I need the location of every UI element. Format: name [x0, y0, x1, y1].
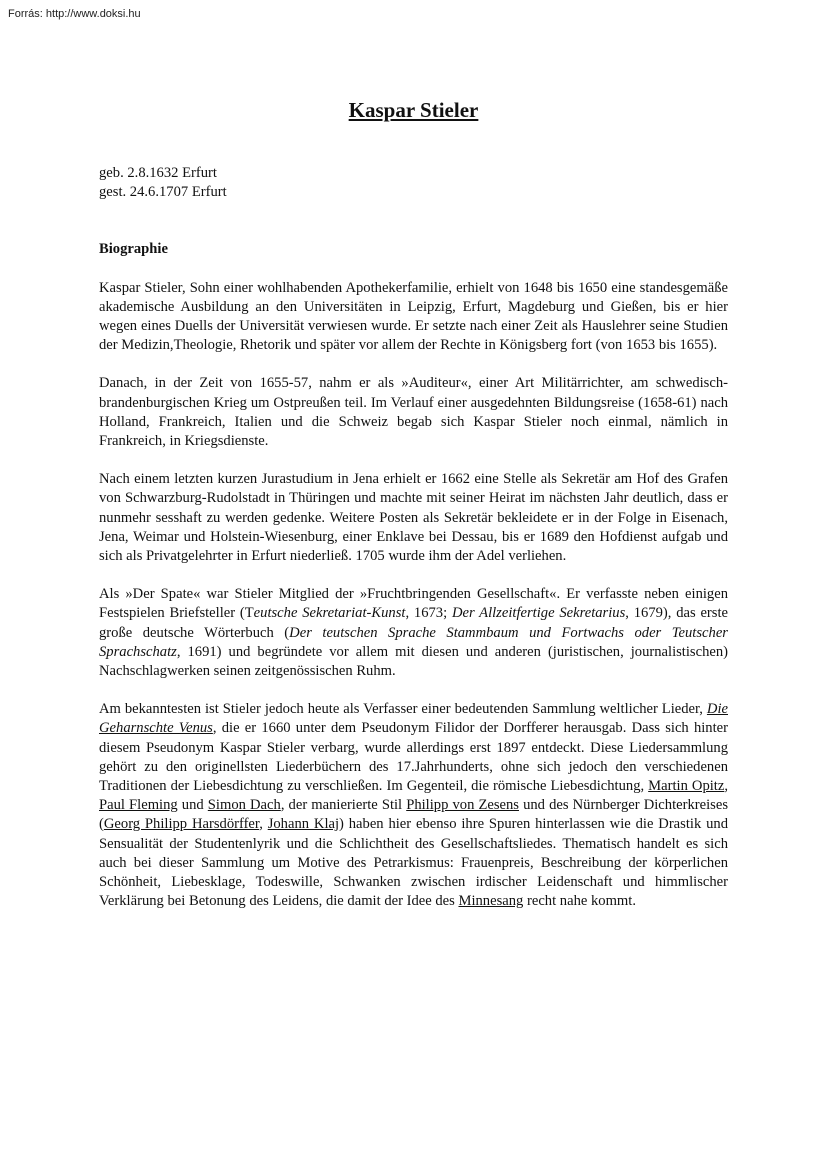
paragraph-5 — [99, 700, 728, 911]
paragraph-1: Kaspar Stieler, Sohn einer wohlhabenden Apothekerfamilie, erhielt von 1648 bis 1650 eine standesgemäße akademische Ausbildung an den Universitäten in Leipzig, Erfurt, Magdeburg und Gießen, bis er hier wegen eines Duells der Universität verwiesen wurde. Er setzte nach einer Zeit als Hauslehrer seine Studien der Medizin,Theologie, Rhetorik und später vor allem der Rechte in Königsberg fort (von 1653 bis 1655). — [99, 279, 728, 354]
link-johann-klaj[interactable]: Johann Klaj — [267, 816, 340, 833]
text: Am bekanntesten ist Stieler jedoch heute als Verfasser einer bedeutenden Sammlung weltlicher Lieder, — [99, 701, 707, 718]
birth-date: geb. 2.8.1632 Erfurt — [99, 165, 217, 181]
paragraph-4 — [99, 585, 728, 681]
text: , 1673; — [405, 605, 452, 622]
link-simon-dach[interactable]: Simon Dach — [207, 797, 281, 814]
page-title: Kaspar Stieler — [348, 98, 479, 122]
work-title: eutsche Sekretariat-Kunst — [253, 605, 406, 622]
life-dates — [99, 164, 728, 202]
link-minnesang[interactable]: Minnesang — [458, 893, 524, 910]
text: recht nahe kommt. — [523, 893, 636, 910]
work-title: Der teutschen Sprache Stammbaum und Fortwachs oder Teutscher Sprachschatz — [99, 624, 728, 660]
link-philipp-von-zesens[interactable]: Philipp von Zesens — [406, 797, 519, 814]
text: ) haben hier ebenso ihre Spuren hinterlassen wie die Drastik und Sensualität der Studentenlyrik und die Schlichtheit des Gesellschaftsliedes. Thematisch handelt es sich auch bei dieser Sammlung um Motive des Petrarkismus: Frauenpreis, Beschreibung der körperlichen Schönheit, Liebesklage, Todeswille, Schwanken zwischen irdischer Leidenschaft und himmlischer Verklärung bei Betonung des Leidens, die damit der Idee des — [99, 816, 728, 910]
link-paul-fleming[interactable]: Paul Fleming — [99, 797, 178, 814]
text: und des Nürnberger Dichterkreises ( — [99, 797, 728, 833]
paragraph-3: Nach einem letzten kurzen Jurastudium in Jena erhielt er 1662 eine Stelle als Sekretär am Hof des Grafen von Schwarzburg-Rudolstadt in Thüringen und machte mit seiner Heirat im nächsten Jahr deutlich, dass er nunmehr sesshaft zu werden gedenke. Weitere Posten als Sekretär bekleidete er in der Folge in Eisenach, Jena, Weimar und Holstein-Wiesenburg, einer Enklave bei Dessau, bis er 1689 den Hofdienst aufgab und sich als Privatgelehrter in Erfurt niederließ. 1705 wurde ihm der Adel verliehen. — [99, 471, 728, 565]
text: und — [177, 797, 208, 814]
text: , 1679), das erste große deutsche Wörterbuch ( — [99, 605, 729, 641]
text: Als »Der Spate« war Stieler Mitglied der »Fruchtbringenden Gesellschaft«. Er verfasste neben einigen Festspielen Briefsteller (T — [99, 586, 728, 622]
link-geharnschte-venus[interactable]: Die Geharnschte Venus — [99, 701, 728, 737]
text: , — [259, 816, 268, 833]
work-title: Der Allzeitfertige Sekretarius — [451, 605, 626, 622]
link-martin-opitz[interactable]: Martin Opitz — [648, 778, 725, 795]
paragraph-2: Danach, in der Zeit von 1655-57, nahm er als »Auditeur«, einer Art Militärrichter, am schwedisch-brandenburgischen Krieg um Ostpreußen teil. Im Verlauf einer ausgedehnten Bildungsreise (1658-61) nach Holland, Frankreich, Italien und die Schweiz begab sich Kaspar Stieler noch einmal, nämlich in Frankreich, in Kriegsdienste. — [99, 375, 728, 450]
source-url: Forrás: http://www.doksi.hu — [8, 8, 141, 20]
link-harsdoerffer[interactable]: Georg Philipp Harsdörffer — [103, 816, 260, 833]
death-date: gest. 24.6.1707 Erfurt — [99, 184, 227, 201]
text: , — [724, 778, 728, 795]
section-heading-biographie: Biographie — [99, 241, 168, 258]
text: , 1691) und begründete vor allem mit diesen und anderen (juristischen, journalistischen) Nachschlagwerken seinen zeitgenössischen Ruhm. — [99, 643, 728, 680]
text: , der manierierte Stil — [280, 797, 407, 814]
document-body — [99, 164, 728, 912]
text: , die er 1660 unter dem Pseudonym Filidor der Dorfferer herausgab. Dass sich hinter diesem Pseudonym Kaspar Stieler verbarg, wurde allerdings erst 1897 entdeckt. Diese Liedersammlung gehört zu den originellsten Liederbüchern des 17.Jahrhunderts, ohne sich jedoch den verschiedenen Traditionen der Liebesdichtung zu verschließen. Im Gegenteil, die römische Liebesdichtung, — [99, 720, 728, 795]
